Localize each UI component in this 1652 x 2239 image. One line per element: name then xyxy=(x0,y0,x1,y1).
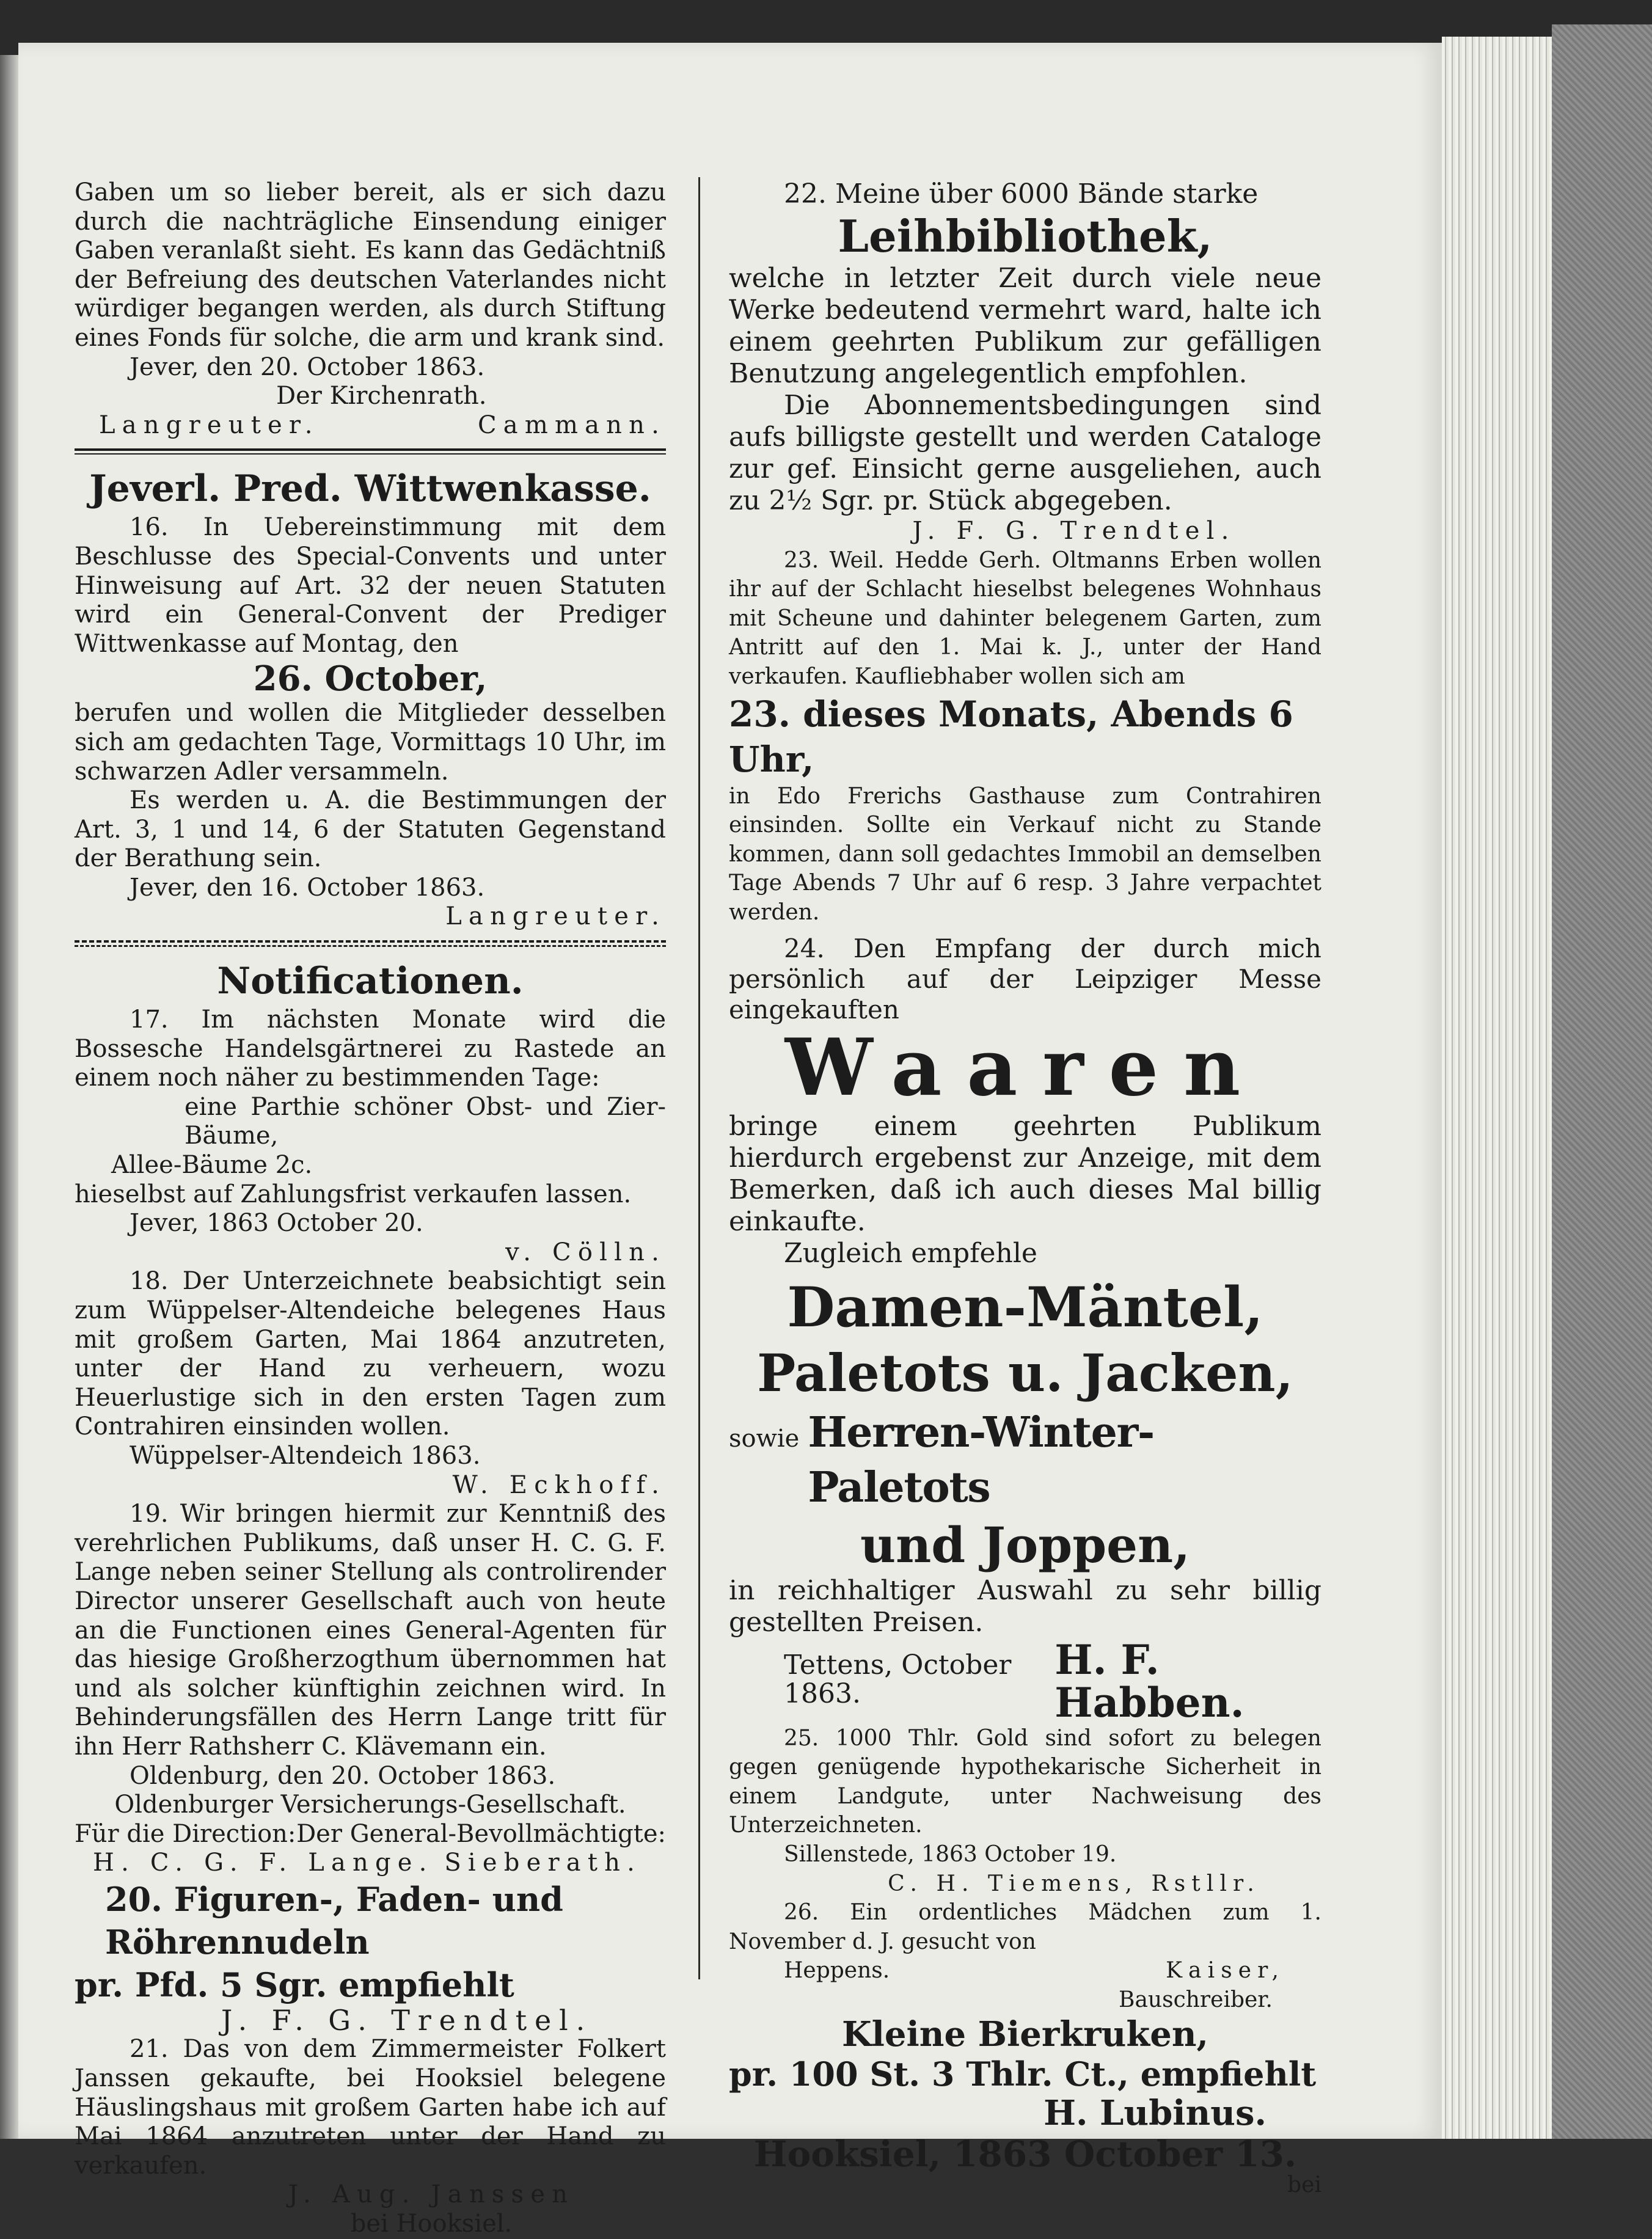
bottom-right-word: bei xyxy=(1287,2172,1321,2198)
notice-26-signature-role: Bauschreiber. xyxy=(1119,1987,1273,2012)
notice-24-signature-row xyxy=(729,1635,1321,1726)
notice-20-heading: 20. Figuren-, Faden- und Röhrennudeln xyxy=(105,1879,563,1962)
notice-20-signature: J. F. G. Trendtel. xyxy=(221,2003,593,2037)
notice-18-place: Wüppelser-Altendeich 1863. xyxy=(130,1441,481,1470)
notice-24-date: Tettens, October 1863. xyxy=(784,1649,1012,1710)
intro-signature-title: Der Kirchenrath. xyxy=(276,382,487,411)
notice-24-heading-paletots: Paletots u. Jacken, xyxy=(757,1342,1293,1403)
notice-19-company: Oldenburger Versicherungs-Gesellschaft. xyxy=(114,1791,626,1819)
notice-17-text-2: hieselbst auf Zahlungsfrist verkaufen lassen. xyxy=(75,1180,632,1208)
notice-19-agent-label: Der General-Bevollmächtigte: xyxy=(296,1819,666,1848)
notice-16-signature: Langreuter. xyxy=(445,902,666,931)
notice-17-text: 17. Im nächsten Monate wird die Bossesche Handelsgärtnerei zu Rastede an einem noch näher zu bestimmenden Tage: xyxy=(75,1006,666,1092)
notice-24-sowie: sowie xyxy=(729,1424,800,1453)
intro-date: Jever, den 20. October 1863. xyxy=(130,352,485,381)
notice-26-signature-name: Kaiser, xyxy=(1166,1958,1285,1984)
left-column xyxy=(75,178,666,2239)
notice-24-text-2: bringe einem geehrten Publikum hierdurch ergebenst zur Anzeige, mit dem Bemerken, daß ich auch dieses Mal billig einkaufte. xyxy=(729,1110,1321,1237)
notice-16-text-2: berufen und wollen die Mitglieder desselben sich am gedachten Tage, Vormittags 10 Uhr, im schwarzen Adler versammeln. xyxy=(75,699,666,786)
notice-24-heading-joppen: und Joppen, xyxy=(860,1516,1191,1574)
notice-22-text-2: Die Abonnementsbedingungen sind aufs billigste gestellt und werden Cataloge zur gef. Einsicht gerne ausgeliehen, auch zu 2½ Sgr. pr. Stück abgegeben. xyxy=(729,390,1321,516)
notice-24-text-3: Zugleich empfehle xyxy=(784,1237,1037,1269)
notice-26-signature-row xyxy=(729,1956,1321,1985)
notice-27-heading: Kleine Bierkruken, xyxy=(841,2014,1209,2055)
notice-27-date: Hooksiel, 1863 October 13. xyxy=(753,2133,1297,2175)
notice-17-item-1: eine Parthie schöner Obst- und Zier-Bäume, xyxy=(185,1092,666,1150)
signature-cammann: Cammann. xyxy=(478,411,666,439)
section-heading-wittwenkasse: Jeverl. Pred. Wittwenkasse. xyxy=(89,467,651,511)
facing-page-edge xyxy=(0,55,18,2139)
section-heading-notificationen: Notificationen. xyxy=(217,960,524,1003)
notice-19-date: Oldenburg, den 20. October 1863. xyxy=(130,1761,556,1790)
notice-24-signature: H. F. Habben. xyxy=(1054,1635,1244,1726)
notice-23-text-2: in Edo Frerichs Gasthause zum Contrahiren einsinden. Sollte ein Verkauf nicht zu Stande kommen, dann soll gedachtes Immobil an demselben Tage Abends 7 Uhr auf 6 resp. 3 Jahre verpachtet werden. xyxy=(729,783,1321,925)
notice-19-text: 19. Wir bringen hiermit zur Kenntniß des verehrlichen Publikums, daß unser H. C. G. F. Lange neben seiner Stellung als controlirender Director unserer Gesellschaft auch von heute an die Functionen eines General-Agenten für das hiesige Großherzogthum übernommen hat und als solcher künftighin zeichnen wird. In Behinderungsfällen des Herrn Lange tritt für ihn Herr Rathsherr C. Klävemann ein. xyxy=(75,1500,666,1761)
notice-16-text: 16. In Uebereinstimmung mit dem Beschlusse des Special-Convents und unter Hinweisung auf Art. 32 der neuen Statuten wird ein General-Convent der Prediger Wittwenkasse auf Montag, den xyxy=(75,513,666,658)
signature-langreuter: Langreuter. xyxy=(99,411,320,439)
notice-18-signature: W. Eckhoff. xyxy=(452,1470,666,1499)
intro-text: Gaben um so lieber bereit, als er sich dazu durch die nachträgliche Einsendung einiger Gaben veranlaßt sieht. Es kann das Gedächtniß der Befreiung des deutschen Vaterlandes nicht würdiger begangen werden, als durch Stiftung eines Fonds für solche, die arm und krank sind. xyxy=(75,178,666,352)
notice-25-date: Sillenstede, 1863 October 19. xyxy=(784,1841,1117,1867)
notice-26-text: 26. Ein ordentliches Mädchen zum 1. November d. J. gesucht von xyxy=(729,1900,1321,1954)
notice-19-signature-lange: H. C. G. F. Lange. xyxy=(93,1849,434,1877)
notice-17-date: Jever, 1863 October 20. xyxy=(130,1209,423,1238)
notice-19-signature-row-2 xyxy=(75,1849,666,1878)
notice-22-signature: J. F. G. Trendtel. xyxy=(912,517,1236,545)
notice-22-intro: 22. Meine über 6000 Bände starke xyxy=(784,178,1259,210)
notice-19-signature-row-1 xyxy=(75,1820,666,1849)
notice-23-text: 23. Weil. Hedde Gerh. Oltmanns Erben wollen ihr auf der Schlacht hieselbst belegenes Wohnhaus mit Scheune und dahinter belegenem Garten, zum Antritt auf den 1. Mai k. J., unter der Hand verkaufen. Kaufliebhaber wollen sich am xyxy=(729,547,1321,689)
notice-17-signature: v. Cölln. xyxy=(505,1238,666,1266)
notice-24-text: 24. Den Empfang der durch mich persönlich auf der Leipziger Messe eingekauften xyxy=(729,933,1321,1025)
notice-21-signature: J. Aug. Janssen xyxy=(288,2180,575,2209)
notice-24-text-4: in reichhaltiger Auswahl zu sehr billig gestellten Preisen. xyxy=(729,1574,1321,1638)
section-rule xyxy=(75,940,666,947)
right-column xyxy=(729,178,1321,2200)
notice-27-signature: H. Lubinus. xyxy=(1043,2093,1266,2134)
notice-21-text: 21. Das von dem Zimmermeister Folkert Janssen gekaufte, bei Hooksiel belegene Häuslingshaus mit großem Garten habe ich auf Mai 1864 anzutreten unter der Hand zu verkaufen. xyxy=(75,2035,666,2180)
column-divider xyxy=(698,177,700,1979)
page-stack-edge xyxy=(1442,37,1552,2139)
notice-24-heading-herren: Herren-Winter-Paletots xyxy=(808,1408,1154,1512)
intro-signatures xyxy=(75,411,666,440)
notice-16-date-heading: 26. October, xyxy=(253,659,488,699)
notice-26-place: Heppens. xyxy=(784,1958,890,1984)
notice-25-text: 25. 1000 Thlr. Gold sind sofort zu belegen gegen genügende hypothekarische Sicherheit in einem Landgute, unter Nachweisung des Unterzeichneten. xyxy=(729,1725,1321,1838)
notice-24-heading-waaren: Waaren xyxy=(784,1021,1266,1114)
notice-23-heading: 23. dieses Monats, Abends 6 Uhr, xyxy=(729,693,1293,780)
notice-24-herren-row xyxy=(729,1405,1321,1515)
book-cover-edge xyxy=(1552,24,1652,2139)
notice-16-date: Jever, den 16. October 1863. xyxy=(130,873,485,902)
notice-24-heading-damen: Damen-Mäntel, xyxy=(787,1274,1263,1340)
notice-17-item-2: Allee-Bäume 2c. xyxy=(111,1151,313,1180)
notice-16-text-3: Es werden u. A. die Bestimmungen der Art. 3, 1 und 14, 6 der Statuten Gegenstand der Berathung sein. xyxy=(75,786,666,873)
notice-21-place: bei Hooksiel. xyxy=(350,2210,513,2238)
notice-22-heading: Leihbibliothek, xyxy=(838,210,1213,262)
notice-25-signature: C. H. Tiemens, Rstllr. xyxy=(888,1871,1260,1896)
notice-20-price: pr. Pfd. 5 Sgr. empfiehlt xyxy=(75,1965,514,2004)
notice-27-price: pr. 100 St. 3 Thlr. Ct., empfiehlt xyxy=(729,2055,1317,2094)
notice-19-direction-label: Für die Direction: xyxy=(75,1819,296,1848)
notice-18-text: 18. Der Unterzeichnete beabsichtigt sein zum Wüppelser-Altendeiche belegenes Haus mit großem Garten, Mai 1864 anzutreten, unter der Hand zu verheuern, wozu Heuerlustige sich in den ersten Tagen zum Contrahiren einsinden wollen. xyxy=(75,1267,666,1441)
notice-22-text: welche in letzter Zeit durch viele neue Werke bedeutend vermehrt ward, halte ich einem geehrten Publikum zur gefälligen Benutzung angelegentlich empfohlen. xyxy=(729,263,1321,389)
section-rule xyxy=(75,448,666,455)
notice-19-signature-sieberath: Sieberath. xyxy=(444,1849,641,1877)
